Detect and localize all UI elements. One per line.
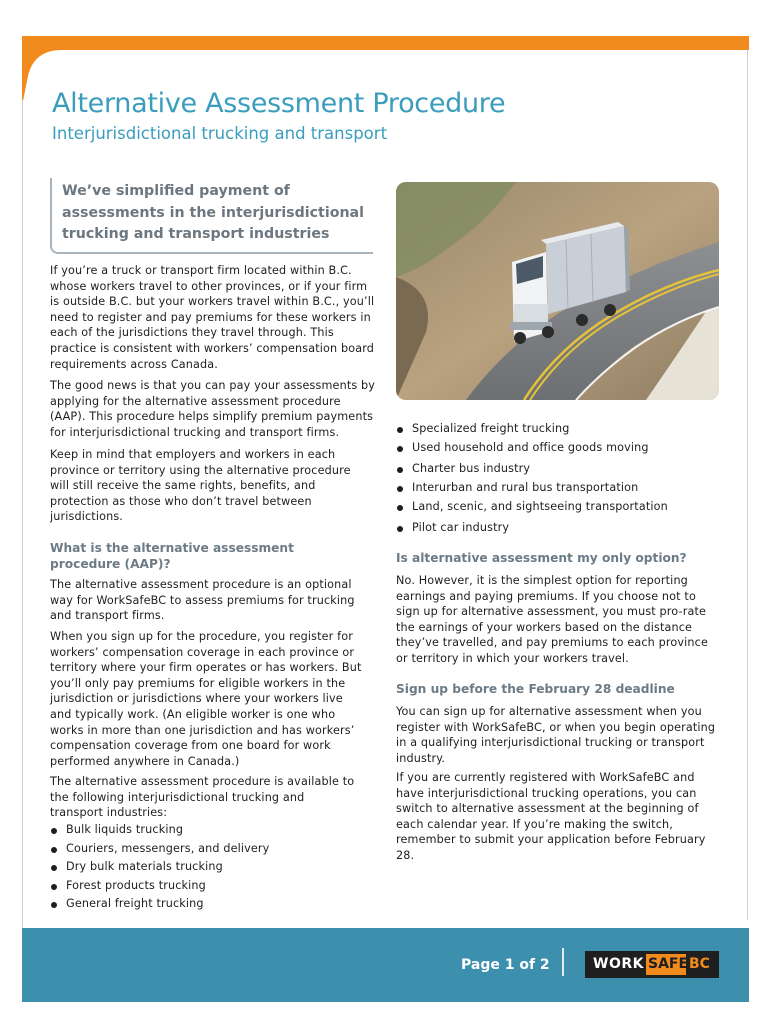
deadline-heading: Sign up before the February 28 deadline <box>396 682 675 696</box>
industries-list-left <box>50 823 370 916</box>
footer-divider <box>562 948 564 976</box>
page-number: Page 1 of 2 <box>461 957 550 973</box>
document-subtitle: Interjurisdictional trucking and transport <box>52 124 388 143</box>
logo-bc-text: BC <box>689 956 710 972</box>
right-frame-line <box>747 50 748 920</box>
intro-paragraph: If you’re a truck or transport firm located within B.C. whose workers travel to other provinces, or if your firm is outside B.C. but your workers travel within B.C., you’ll need to register and pay premiums for these workers in each of the jurisdictions they travel through. This practice is consistent with workers’ compensation board requirements across Canada. <box>50 264 375 371</box>
switch-paragraph: If you are currently registered with WorkSafeBC and have interjurisdictional trucking operations, you can switch to alternative assessment at the beginning of each calendar year. If you’re making the switch, remember to submit your application before February 28. <box>396 771 706 862</box>
industries-intro-paragraph: The alternative assessment procedure is available to the following interjurisdictional trucking and transport industries: <box>50 775 355 820</box>
good-news-paragraph: The good news is that you can pay your assessments by applying for the alternative assessment procedure (AAP). This procedure helps simplify premium payments for interjurisdictional trucking and transport firms. <box>50 379 376 439</box>
list-item: Bulk liquids trucking <box>50 823 370 842</box>
rights-paragraph: Keep in mind that employers and workers in each province or territory using the alternative procedure will still receive the same rights, benefits, and protection as those who don’t travel between jurisdictions. <box>50 448 351 524</box>
sign-up-paragraph: When you sign up for the procedure, you register for workers’ compensation coverage in each province or territory where your firm operates or has workers. But you’ll only pay premiums for eligible workers in the jurisdiction or jurisdictions where your workers live and typically work. (An eligible worker is one who works in more than one jurisdiction and has workers’ compensation coverage from one board for work performed anywhere in Canada.) <box>50 630 362 768</box>
logo-work-text: WORK <box>593 956 644 972</box>
aap-definition-paragraph: The alternative assessment procedure is an optional way for WorkSafeBC to assess premiums for trucking and transport firms. <box>50 578 355 623</box>
list-item: Specialized freight trucking <box>396 422 726 441</box>
list-item: Land, scenic, and sightseeing transportation <box>396 500 726 521</box>
only-option-paragraph: No. However, it is the simplest option for reporting earnings and paying premiums. If you choose not to sign up for alternative assessment, you must pro-rate the earnings of your workers based on the distance they’ve travelled, and pay premiums to each province or territory in which your workers travel. <box>396 574 708 665</box>
list-item: Dry bulk materials trucking <box>50 860 370 879</box>
industries-list-right <box>396 422 726 540</box>
list-item: Charter bus industry <box>396 462 726 481</box>
list-item: Pilot car industry <box>396 521 726 540</box>
list-item: General freight trucking <box>50 897 370 916</box>
document-title: Alternative Assessment Procedure <box>52 88 506 119</box>
left-frame-line <box>22 100 23 930</box>
only-option-heading: Is alternative assessment my only option? <box>396 551 687 565</box>
aap-section-heading: What is the alternative assessment procedure (AAP)? <box>50 541 294 571</box>
list-item: Forest products trucking <box>50 879 370 898</box>
deadline-paragraph: You can sign up for alternative assessment when you register with WorkSafeBC, or when you begin operating in a qualifying interjurisdictional trucking or transport industry. <box>396 705 716 765</box>
truck-on-highway-photo <box>396 182 719 400</box>
logo-safe-text: SAFE <box>648 956 689 972</box>
logo-safe-block <box>646 954 689 975</box>
list-item: Interurban and rural bus transportation <box>396 481 726 500</box>
worksafebc-logo <box>585 951 719 978</box>
intro-heading: We’ve simplified payment of assessments in the interjurisdictional trucking and transport industries <box>62 183 364 242</box>
list-item: Used household and office goods moving <box>396 441 726 462</box>
list-item: Couriers, messengers, and delivery <box>50 842 370 861</box>
